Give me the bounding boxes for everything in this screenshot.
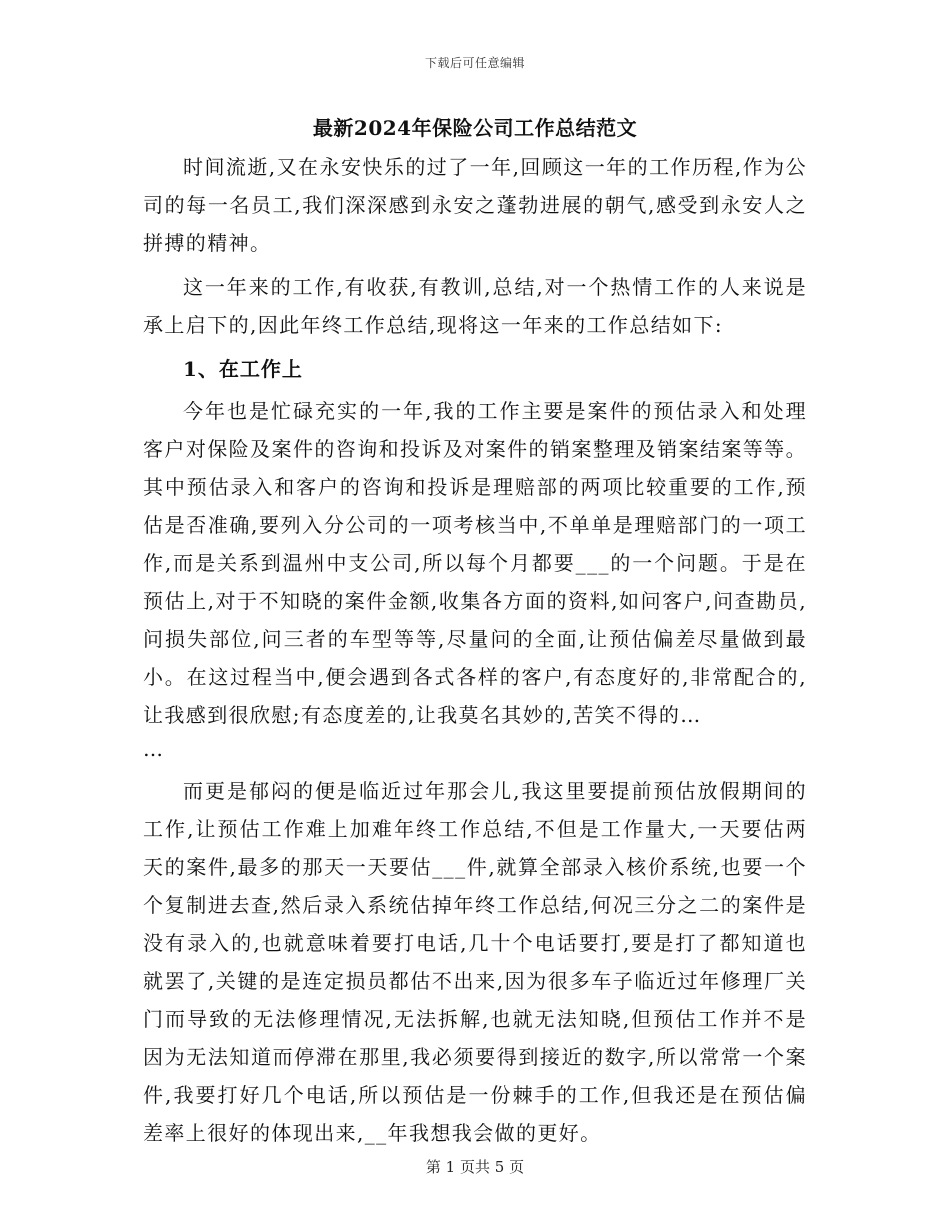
- ellipsis-continuation: …: [143, 737, 164, 761]
- summary-intro-paragraph: 这一年来的工作,有收获,有教训,总结,对一个热情工作的人来说是承上启下的,因此年终工作总结,现将这一年来的工作总结如下:: [143, 275, 807, 337]
- document-body: [143, 112, 807, 1158]
- work-paragraph-2: 而更是郁闷的便是临近过年那会儿,我这里要提前预估放假期间的工作,让预估工作难上加难年终工作总结,不但是工作量大,一天要估两天的案件,最多的那天一天要估___件,就算全部录入核价系统,也要一个个复制进去查,然后录入系统估掉年终工作总结,何况三分之二的案件是没有录入的,也就意味着要打电话,几十个电话要打,要是打了都知道也就罢了,关键的是连定损员都估不出来,因为很多车子临近过年修理厂关门而导致的无法修理情况,无法拆解,也就无法知晓,但预估工作并不是因为无法知道而停滞在那里,我必须要得到接近的数字,所以常常一个案件,我要打好几个电话,所以预估是一份棘手的工作,但我还是在预估偏差率上很好的体现出来,__年我想我会做的更好。: [143, 779, 807, 1145]
- page-number: 第 1 页共 5 页: [425, 1158, 525, 1176]
- page-header-note: 下载后可任意编辑: [424, 56, 525, 70]
- section-heading-work: 1、在工作上: [183, 357, 303, 381]
- document-title: 最新2024年保险公司工作总结范文: [312, 116, 638, 140]
- work-paragraph-1: 今年也是忙碌充实的一年,我的工作主要是案件的预估录入和处理客户对保险及案件的咨询和投诉及对案件的销案整理及销案结案等等。其中预估录入和客户的咨询和投诉是理赔部的两项比较重要的工作,预估是否准确,要列入分公司的一项考核当中,不单单是理赔部门的一项工作,而是关系到温州中支公司,所以每个月都要___的一个问题。于是在预估上,对于不知晓的案件金额,收集各方面的资料,如问客户,问查勘员,问损失部位,问三者的车型等等,尽量问的全面,让预估偏差尽量做到最小。在这过程当中,便会遇到各式各样的客户,有态度好的,非常配合的,让我感到很欣慰;有态度差的,让我莫名其妙的,苦笑不得的…: [143, 399, 807, 727]
- intro-paragraph: 时间流逝,又在永安快乐的过了一年,回顾这一年的工作历程,作为公司的每一名员工,我们深深感到永安之蓬勃进展的朝气,感受到永安人之拼搏的精神。: [143, 155, 807, 255]
